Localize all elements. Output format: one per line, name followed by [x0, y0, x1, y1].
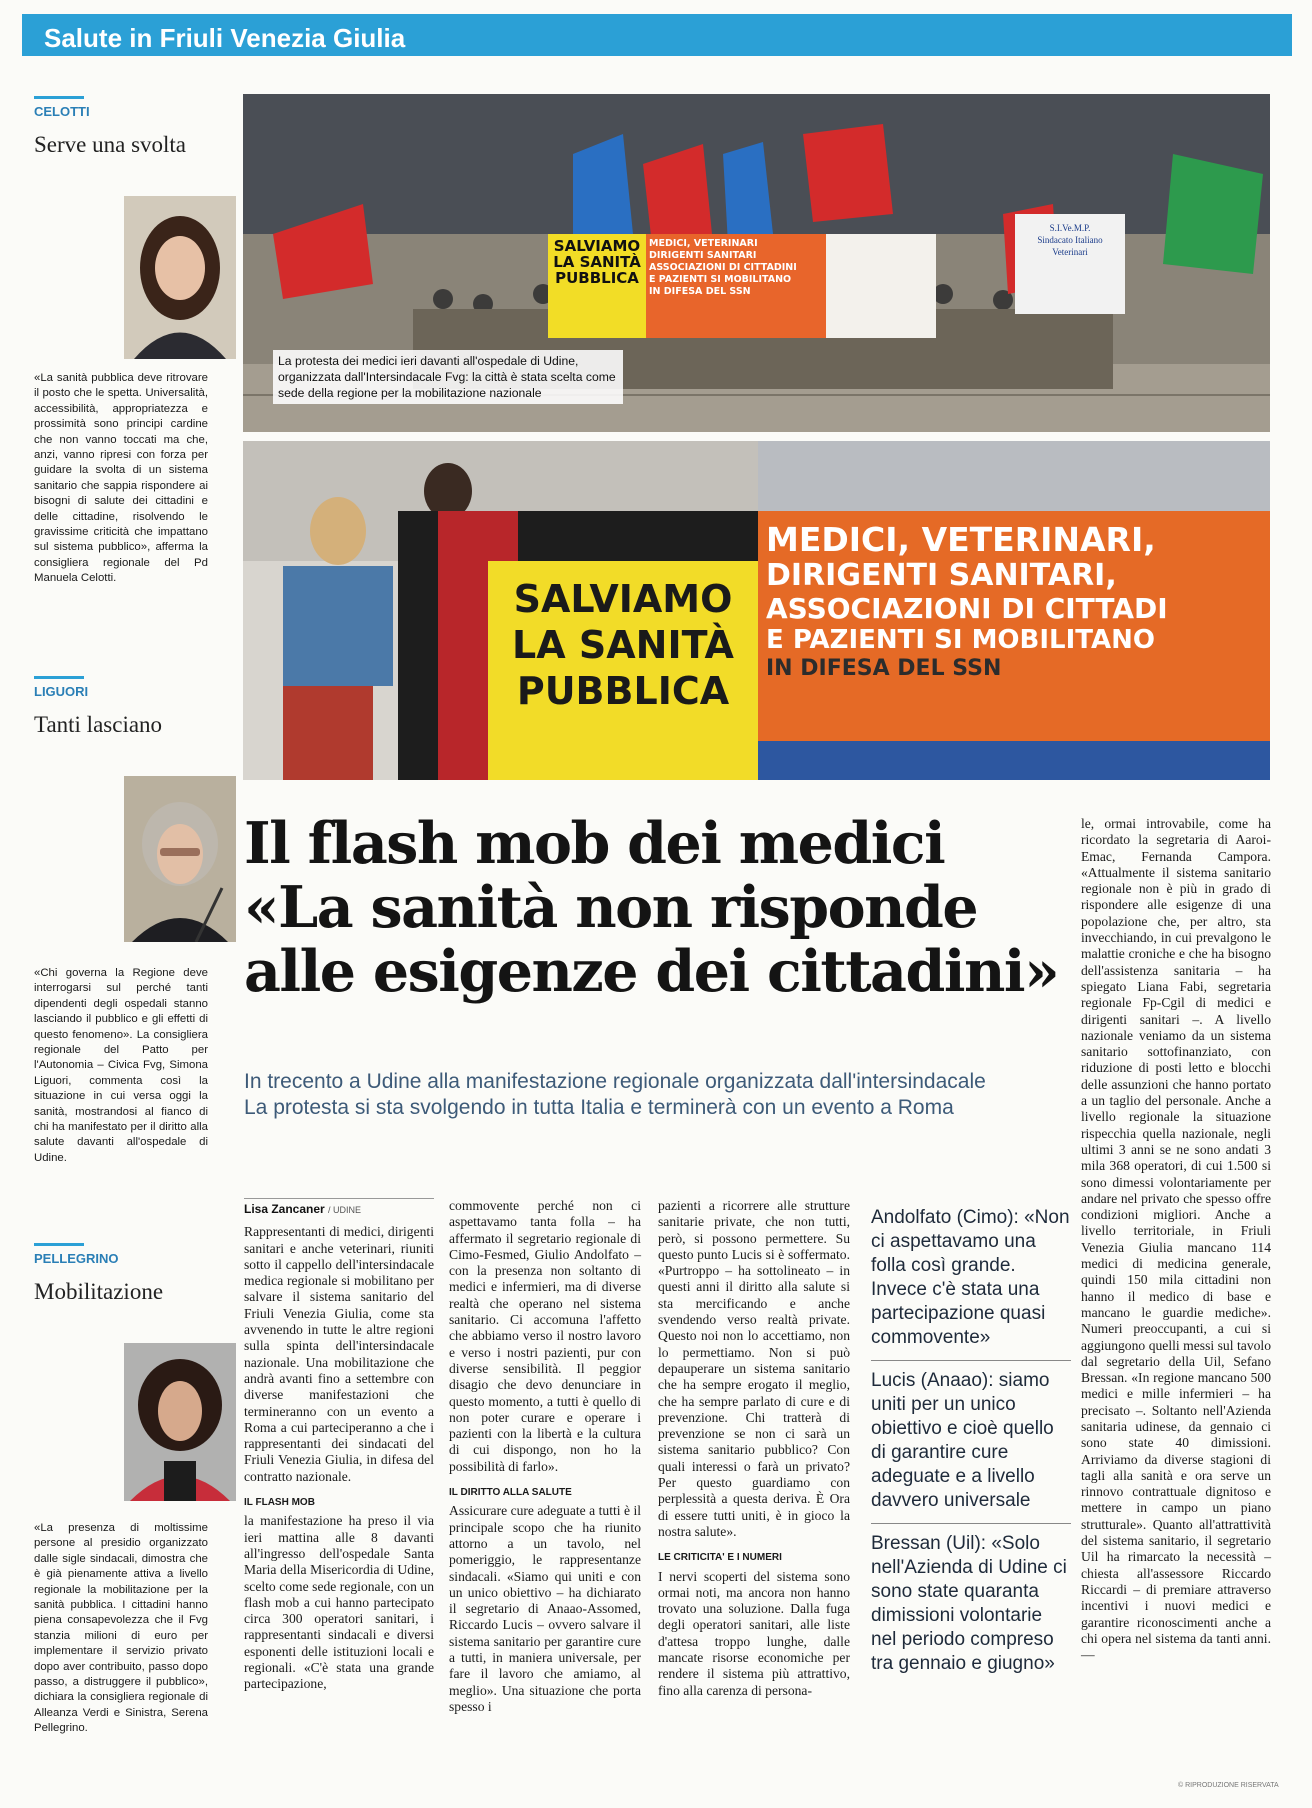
banner-medici-large	[766, 521, 1270, 683]
headline-line: Il flash mob dei medici	[244, 810, 945, 877]
headline-line: alle esigenze dei cittadini»	[244, 938, 1059, 1005]
paragraph: Rappresentanti di medici, dirigenti sanitari e anche veterinari, riuniti sotto il cappello dell'intersindacale medica regionale si mobilitano per salvare il sistema sanitario del Friuli Venezia Giulia, come sta avvenendo in tutte le altre regioni sulla spinta dell'intersindacale nazionale. Una mobilitazione che andrà avanti fino a settembre con diverse manifestazioni che termineranno con un evento a Roma a cui parteciperanno a che i rappresentanti dei sindacati del Friuli Venezia Giulia, in difesa del contratto nazionale.	[244, 1224, 434, 1484]
paragraph: commovente perché non ci aspettavamo tanta folla – ha affermato il segretario regionale di Cimo-Fesmed, Giulio Andolfato – con la presenza non soltanto di medici e infermieri, ma di diverse realtà che operano nel sistema sanitario. Ci accomuna l'affetto che abbiamo verso il nostro lavoro e verso i nostri pazienti, pur con diverse sensibilità. Il peggior disagio che devo denunciare in questo momento, a tutti è quello di non poter curare e operare i pazienti con la libertà e la cultura di cui dispongo, non ho la possibilità di farlo».	[449, 1198, 641, 1474]
pull-divider	[871, 1523, 1071, 1524]
pull-quotes	[871, 1206, 1071, 1676]
subhead-line: La protesta si sta svolgendo in tutta Italia e terminerà con un evento a Roma	[244, 1096, 954, 1119]
pull-quote: Lucis (Anaao): siamo uniti per un unico obiettivo e cioè quello di garantire cure adeguate e a livello davvero universale	[871, 1370, 1054, 1511]
banner-line: SALVIAMO	[553, 237, 641, 255]
byline	[244, 1198, 434, 1218]
banner-line: E PAZIENTI SI MOBILITANO	[766, 625, 1155, 655]
section-header	[0, 0, 1312, 62]
sidebar-celotti	[34, 96, 208, 656]
subhead-line: In trecento a Udine alla manifestazione regionale organizzata dall'intersindacale	[244, 1070, 986, 1093]
sivemp-sign	[1018, 222, 1122, 258]
banner-line: LA SANITÀ	[512, 623, 734, 667]
banner-salviamo-large	[488, 576, 758, 714]
tag-rule	[34, 676, 84, 679]
sidebar-tag: CELOTTI	[34, 104, 90, 119]
banner-line: IN DIFESA DEL SSN	[766, 656, 1002, 681]
banner-line: IN DIFESA DEL SSN	[649, 286, 751, 297]
byline-place: / UDINE	[328, 1205, 362, 1215]
article-column-1	[244, 1198, 434, 1693]
sign-line: Sindacato Italiano	[1037, 235, 1103, 245]
subhead	[244, 1069, 1064, 1121]
subheading: IL DIRITTO ALLA SALUTE	[449, 1487, 572, 1499]
sidebar-quote: «La sanità pubblica deve ritrovare il posto che le spetta. Universalità, accessibilità, appropriatezza e prossimità sono principi cardine che non vanno toccati ma che, anzi, vanno ripresi con forza per guidare la svolta di un sistema sanitario che sappia rispondere ai bisogni di salute dei cittadini e delle cittadine, risolvendo le gravissime criticità che impattano sul sistema pubblico», afferma la consigliera regionale del Pd Manuela Celotti.	[34, 372, 208, 585]
sidebar-quote: «La presenza di moltissime persone al presidio organizzato dalle sigle sindacali, dimostra che è già pienamente attiva a livello regionale la mobilitazione per la sanità pubblica. I cittadini hanno piena consapevolezza che il Fvg stanzia milioni di euro per implementare il servizio privato dopo aver contribuito, passo dopo passo, a distruggere il pubblico», dichiara la consigliera regionale di Alleanza Verdi e Sinistra, Serena Pellegrino.	[34, 1522, 208, 1735]
banner-line: LA SANITÀ	[553, 253, 641, 271]
paragraph: Assicurare cure adeguate a tutti è il principale scopo che ha riunito attorno a un tavolo, nel pomeriggio, le rappresentanze sindacali. «Siamo qui uniti e con un unico obiettivo – ha dichiarato il segretario di Anaao-Assomed, Riccardo Lucis – ovvero salvare il sistema sanitario per garantire cure a tutti, in maniera universale, per fare il lavoro che amiamo, al meglio». Una situazione che porta spesso i	[449, 1503, 641, 1714]
banner-salviamo-small	[548, 238, 646, 286]
pull-quote: Bressan (Uil): «Solo nell'Azienda di Udine ci sono state quaranta dimissioni volontarie nel periodo compreso tra gennaio e giugno»	[871, 1533, 1067, 1674]
article-column-3	[658, 1198, 850, 1699]
photo-caption: La protesta dei medici ieri davanti all'ospedale di Udine, organizzata dall'Intersindacale Fvg: la città è stata scelta come sede della regione per la mobilitazione nazionale	[273, 350, 623, 404]
banner-line: MEDICI, VETERINARI,	[766, 521, 1156, 559]
byline-author: Lisa Zancaner	[244, 1202, 325, 1216]
portrait-celotti	[124, 196, 236, 359]
sidebar-tag: LIGUORI	[34, 684, 89, 699]
paragraph: le, ormai introvabile, come ha ricordato la segretaria di Aaroi-Emac, Fernanda Campora. «Attualmente il sistema sanitario regionale non è più in grado di rispondere alle esigenze di una popolazione che, per altro, sta invecchiando, in cui prevalgono le malattie croniche e che ha bisogno dell'assistenza sanitaria – ha spiegato Liana Fabi, segretaria regionale Fp-Cgil di medici e dirigenti sanitari –. A livello nazionale veniamo da un sistema sanitario sottofinanziato, con riduzione di posti letto e blocchi delle assunzioni che hanno portato a un taglio del personale. Anche a livello regionale la situazione rispecchia quella nazionale, negli ultimi 3 anni se ne sono andati 3 mila 368 operatori, di cui 1.500 si sono dimessi volontariamente per andare nel privato che spesso offre condizioni migliori. Anche a livello territoriale, in Friuli Venezia Giulia mancano 114 medici di medicina generale, quindi 150 mila cittadini non hanno il medico di base e mancano le guardie mediche». Numeri preoccupanti, a cui si aggiungono quelli messi sul tavolo dal segretario della Uil, Sefano Bressan. «In regione mancano 500 medici e mille infermieri – ha precisato –. Soltanto nell'Azienda sanitaria udinese, da gennaio ci sono state 40 dimissioni. Arriviamo da diverse stagioni di tagli alla sanità e ora serve un rinnovo contrattuale dignitoso e mettere in campo un piano strutturale». Quanto all'attrattività del sistema sanitario, il segretario Uil ha rimarcato la necessità – chiesta all'assessore Riccardo Riccardi – di premiare attraverso incentivi i nuovi medici e garantire riconoscimenti anche a chi opera nel sistema da tanti anni. —	[1081, 816, 1271, 1663]
sidebar-kicker: Tanti lasciano	[34, 712, 163, 737]
banner-line: DIRIGENTI SANITARI,	[766, 558, 1117, 593]
tag-rule	[34, 1243, 84, 1246]
subheading: LE CRITICITA' E I NUMERI	[658, 1552, 782, 1564]
sidebar-tag: PELLEGRINO	[34, 1251, 119, 1266]
photo-salviamo-banner	[243, 441, 758, 780]
tag-rule	[34, 96, 84, 99]
portrait-pellegrino	[124, 1343, 236, 1501]
banner-line: PUBBLICA	[516, 669, 730, 713]
pull-divider	[871, 1360, 1071, 1361]
banner-line: E PAZIENTI SI MOBILITANO	[649, 274, 792, 285]
banner-line: MEDICI, VETERINARI	[649, 238, 758, 249]
copyright-note: © RIPRODUZIONE RISERVATA	[1178, 1782, 1279, 1789]
banner-line: PUBBLICA	[555, 269, 639, 287]
sidebar-liguori	[34, 676, 208, 1236]
sidebar-kicker: Serve una svolta	[34, 132, 187, 157]
paragraph: I nervi scoperti del sistema sono ormai noti, ma ancora non hanno trovato una soluzione. Dalla fuga degli operatori sanitari, alle liste d'attesa troppo lunghe, dalle mancate risorse economiche per rendere il sistema più attrattivo, fino alla carenza di persona-	[658, 1568, 850, 1698]
paragraph: pazienti a ricorrere alle strutture sanitarie private, che non tutti, però, si possono permettere. Su questo punto Lucis si è soffermato. «Purtroppo – ha sottolineato – in questi anni il diritto alla salute si sta mercificando e anche svendendo verso realtà private. Questo noi non lo accettiamo, non lo permettiamo. Non si può depauperare un sistema sanitario che ha sempre erogato il meglio, che ha sempre parlato di cure e di prevenzione. Chi tratterà di prevenzione se non ci sarà un sistema sanitario pubblico? Con quali interessi o farà un privato? Per questo guardiamo con perplessità a questa deriva. È Ora di essere tutti uniti, è in gioco la nostra salute».	[658, 1198, 850, 1539]
sidebar-kicker: Mobilitazione	[34, 1279, 164, 1304]
banner-line: SALVIAMO	[513, 577, 733, 621]
banner-line: ASSOCIAZIONI DI CITTADINI	[649, 262, 797, 273]
article-column-2	[449, 1198, 641, 1715]
portrait-liguori	[124, 776, 236, 942]
sign-line: Veterinari	[1052, 247, 1088, 257]
headline-line: «La sanità non risponde	[244, 874, 978, 941]
paragraph: la manifestazione ha preso il via ieri mattina alle 8 davanti all'ingresso dell'ospedale Santa Maria della Misericordia di Udine, scelto come sede regionale, con un flash mob a cui hanno partecipato circa 300 operatori sanitari, i rappresentanti sindacali e diversi esponenti delle istituzioni locali e regionali. «C'è stata una grande partecipazione,	[244, 1513, 434, 1692]
banner-medici-small	[649, 238, 825, 298]
sidebar-quote: «Chi governa la Regione deve interrogarsi sul perché tanti dipendenti degli ospedali stanno lasciando il pubblico e gli effetti di questo fenomeno». La consigliera regionale del Patto per l'Autonomia – Civica Fvg, Simona Liguori, commenta così la situazione in cui versa oggi la sanità, mostrandosi al fianco di chi ha manifestato per il diritto alla salute davanti all'ospedale di Udine.	[34, 967, 208, 1164]
article-column-5	[1081, 816, 1271, 1663]
banner-line: ASSOCIAZIONI DI CITTADI	[766, 592, 1168, 625]
photo-medici-banner	[758, 441, 1270, 780]
headline	[244, 812, 1064, 1004]
sidebar-pellegrino	[34, 1243, 208, 1803]
subheading: IL FLASH MOB	[244, 1497, 315, 1509]
sign-line: S.I.Ve.M.P.	[1049, 223, 1091, 233]
section-title: Salute in Friuli Venezia Giulia	[44, 23, 406, 53]
photo-protest-hospital	[243, 94, 1270, 432]
banner-line: DIRIGENTI SANITARI	[649, 250, 757, 261]
pull-quote: Andolfato (Cimo): «Non ci aspettavamo una folla così grande. Invece c'è stata una partecipazione quasi commovente»	[871, 1207, 1070, 1348]
